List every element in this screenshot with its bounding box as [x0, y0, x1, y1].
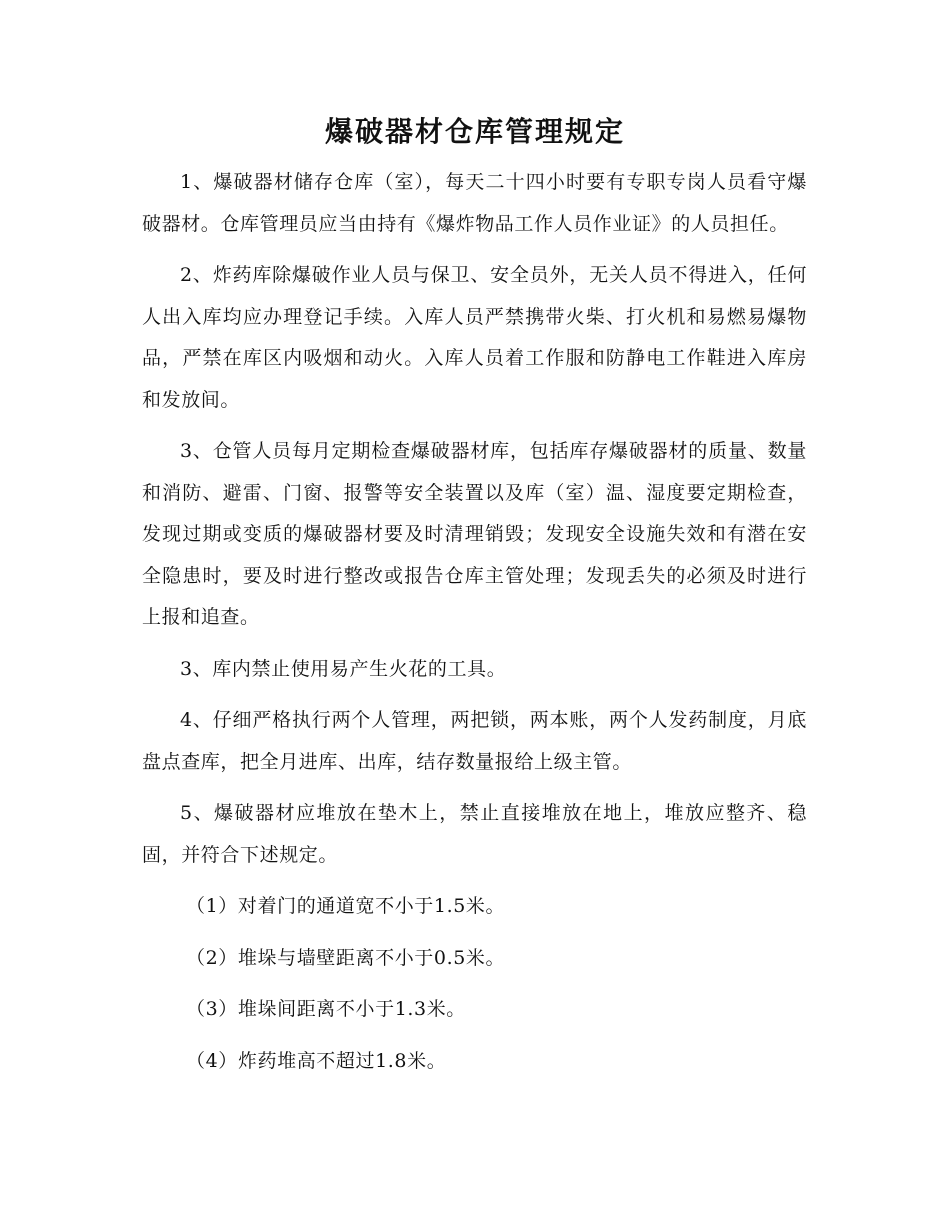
- list-item-4: （4）炸药堆高不超过1.8米。: [186, 1049, 447, 1072]
- paragraph-5: 4、仔细严格执行两个人管理，两把锁，两本账，两个人发药制度，月底盘点查库，把全月进库、出库，结存数量报给上级主管。: [142, 709, 807, 773]
- list-item-3: （3）堆垛间距离不小于1.3米。: [186, 998, 466, 1020]
- document-body: [142, 162, 807, 1082]
- paragraph-4: 3、库内禁止使用易产生火花的工具。: [180, 657, 507, 680]
- list-item-2: （2）堆垛与墙壁距离不小于0.5米。: [186, 946, 506, 969]
- paragraph-6: 5、爆破器材应堆放在垫木上，禁止直接堆放在地上，堆放应整齐、稳固，并符合下述规定。: [142, 802, 807, 866]
- paragraph-1: 1、爆破器材储存仓库（室），每天二十四小时要有专职专岗人员看守爆破器材。仓库管理员应当由持有《爆炸物品工作人员作业证》的人员担任。: [142, 171, 807, 235]
- paragraph-3: 3、仓管人员每月定期检查爆破器材库，包括库存爆破器材的质量、数量和消防、避雷、门窗、报警等安全装置以及库（室）温、湿度要定期检查，发现过期或变质的爆破器材要及时清理销毁；发现安全设施失效和有潜在安全隐患时，要及时进行整改或报告仓库主管处理；发现丢失的必须及时进行上报和追查。: [142, 440, 807, 628]
- paragraph-2: 2、炸药库除爆破作业人员与保卫、安全员外，无关人员不得进入，任何人出入库均应办理登记手续。入库人员严禁携带火柴、打火机和易燃易爆物品，严禁在库区内吸烟和动火。入库人员着工作服和防静电工作鞋进入库房和发放间。: [142, 264, 807, 411]
- document-title: 爆破器材仓库管理规定: [324, 115, 625, 148]
- list-item-1: （1）对着门的通道宽不小于1.5米。: [186, 895, 506, 917]
